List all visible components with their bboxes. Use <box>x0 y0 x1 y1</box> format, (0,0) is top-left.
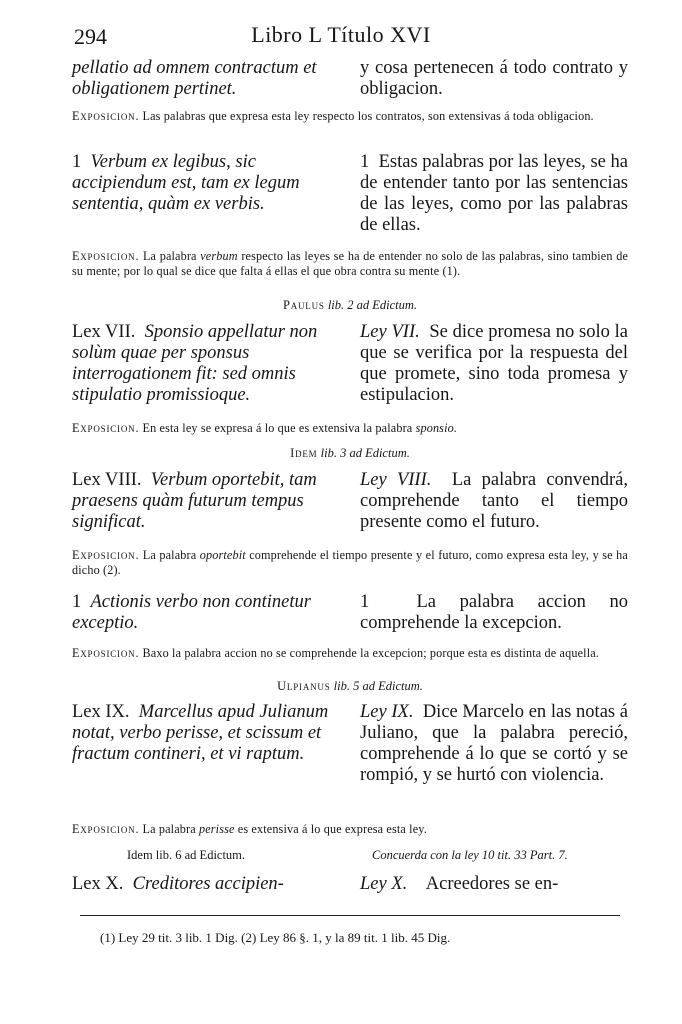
latin-body: Verbum ex legibus, sic accipiendum est, tam ex legum sententia, quàm ex verbis. <box>72 152 300 214</box>
passage-block-1 <box>72 58 628 102</box>
exposicion-5 <box>72 646 628 661</box>
lex-number: Lex IX. <box>72 702 130 722</box>
exposicion-text: es extensiva á lo que expresa esta ley. <box>237 822 427 836</box>
passage-block-4 <box>72 470 628 536</box>
latin-text <box>72 152 344 215</box>
source-author: Paulus <box>282 298 325 312</box>
exposicion-text: La palabra <box>142 548 197 562</box>
exposicion-label: Exposicion. <box>72 109 140 123</box>
paragraph-number: 1 <box>72 152 82 172</box>
latin-body: Creditores accipien- <box>132 874 284 894</box>
latin-term: sponsio. <box>415 421 458 435</box>
spanish-body: Acreedores se en- <box>425 874 559 894</box>
exposicion-text: En esta ley se expresa á lo que es extensiva la palabra <box>142 421 413 435</box>
passage-block-2 <box>72 152 628 236</box>
footnote-divider <box>80 915 620 916</box>
source-ref: lib. 5 ad Edictum. <box>333 679 423 693</box>
paragraph-number: 1 <box>360 152 370 172</box>
source-citation-1 <box>72 298 628 313</box>
passage-block-6 <box>72 702 628 810</box>
spanish-text <box>360 702 628 786</box>
source-citation-2 <box>72 446 628 461</box>
exposicion-label: Exposicion. <box>72 822 140 836</box>
spanish-body: Se dice promesa no solo la que se verifica por la respuesta del que promete, sino toda promesa y estipulacion. <box>360 322 628 405</box>
spanish-body: La palabra convendrá, comprehende tanto el tiempo presente como el futuro. <box>360 470 628 532</box>
source-author: Idem <box>290 446 318 460</box>
latin-text <box>72 592 344 634</box>
exposicion-1 <box>72 109 628 124</box>
source-ref: lib. 2 ad Edictum. <box>327 298 418 312</box>
exposicion-label: Exposicion. <box>72 421 140 435</box>
source-ref: lib. 3 ad Edictum. <box>320 446 410 460</box>
exposicion-2 <box>72 249 628 278</box>
latin-term: oportebit <box>199 548 246 562</box>
spanish-text <box>360 874 628 895</box>
paragraph-number: 1 <box>72 592 82 612</box>
latin-term: perisse <box>198 822 235 836</box>
passage-block-3 <box>72 322 628 408</box>
exposicion-text: La palabra <box>142 822 196 836</box>
spanish-text <box>360 470 628 533</box>
paragraph-number: 1 <box>360 592 370 612</box>
latin-body: Actionis verbo non continetur exceptio. <box>72 592 311 633</box>
exposicion-4 <box>72 548 628 577</box>
latin-text <box>72 702 344 765</box>
spanish-body: La palabra accion no comprehende la excepcion. <box>360 592 628 633</box>
latin-text <box>72 470 344 533</box>
ley-number: Ley VII. <box>360 322 420 342</box>
page-header <box>0 22 682 52</box>
spanish-text <box>360 152 628 236</box>
spanish-body: Dice Marcelo en las notas á Juliano, que la palabra pereció, comprehende á lo que se cortó y se rompió, y se hurtó con violencia. <box>360 702 628 785</box>
ley-number: Ley VIII. <box>360 470 432 490</box>
latin-body: Marcellus apud Julianum notat, verbo perisse, et scissum et fractum contineri, et vi raptum. <box>72 702 329 764</box>
exposicion-text: Baxo la palabra accion no se comprehende la excepcion; porque esta es distinta de aquella. <box>142 646 599 660</box>
exposicion-text: respecto las leyes se ha de entender no solo de las palabras, sino tambien de su mente; por lo qual se dice que falta á ellas el que obra contra su mente (1). <box>72 249 628 278</box>
exposicion-label: Exposicion. <box>72 646 140 660</box>
ley-number: Ley X. <box>360 874 408 894</box>
ley-number: Ley IX. <box>360 702 414 722</box>
footnotes: (1) Ley 29 tit. 3 lib. 1 Dig. (2) Ley 86 §. 1, y la 89 tit. 1 lib. 45 Dig. <box>100 930 451 945</box>
exposicion-3 <box>72 421 628 436</box>
running-title: Libro L Título XVI <box>251 22 431 47</box>
spanish-text: y cosa pertenecen á todo contrato y obligacion. <box>360 58 628 99</box>
exposicion-text: Las palabras que expresa esta ley respecto los contratos, son extensivas á toda obligacion. <box>142 109 594 123</box>
exposicion-text: La palabra <box>142 249 197 263</box>
source-citation-3 <box>72 679 628 694</box>
latin-body: Sponsio appellatur non solùm quae per sponsus interrogationem fit: sed omnis stipulatio promissioque. <box>72 322 318 405</box>
passage-block-7 <box>72 874 628 898</box>
exposicion-label: Exposicion. <box>72 249 140 263</box>
spanish-body: Estas palabras por las leyes, se ha de entender tanto por las sentencias de las leyes, como por las palabras de ellas. <box>360 152 629 235</box>
spanish-text <box>360 592 628 634</box>
source-author: Ulpianus <box>277 679 331 693</box>
latin-text <box>72 322 344 406</box>
passage-block-5 <box>72 592 628 636</box>
exposicion-6 <box>72 822 628 837</box>
latin-text <box>72 874 344 895</box>
lex-number: Lex X. <box>72 874 124 894</box>
source-left: Idem lib. 6 ad Edictum. <box>127 848 246 862</box>
page-number: 294 <box>74 24 107 49</box>
concordance-note: Concuerda con la ley 10 tit. 33 Part. 7. <box>372 848 568 862</box>
latin-body: Verbum oportebit, tam praesens quàm futurum tempus significat. <box>72 470 317 532</box>
latin-term: verbum <box>200 249 238 263</box>
exposicion-label: Exposicion. <box>72 548 140 562</box>
lex-number: Lex VII. <box>72 322 136 342</box>
latin-text: pellatio ad omnem contractum et obligationem pertinet. <box>72 58 317 99</box>
spanish-text <box>360 322 628 406</box>
lex-number: Lex VIII. <box>72 470 142 490</box>
exposicion-text: comprehende el tiempo presente y el futuro, como expresa esta ley, y se ha dicho (2). <box>72 548 628 577</box>
